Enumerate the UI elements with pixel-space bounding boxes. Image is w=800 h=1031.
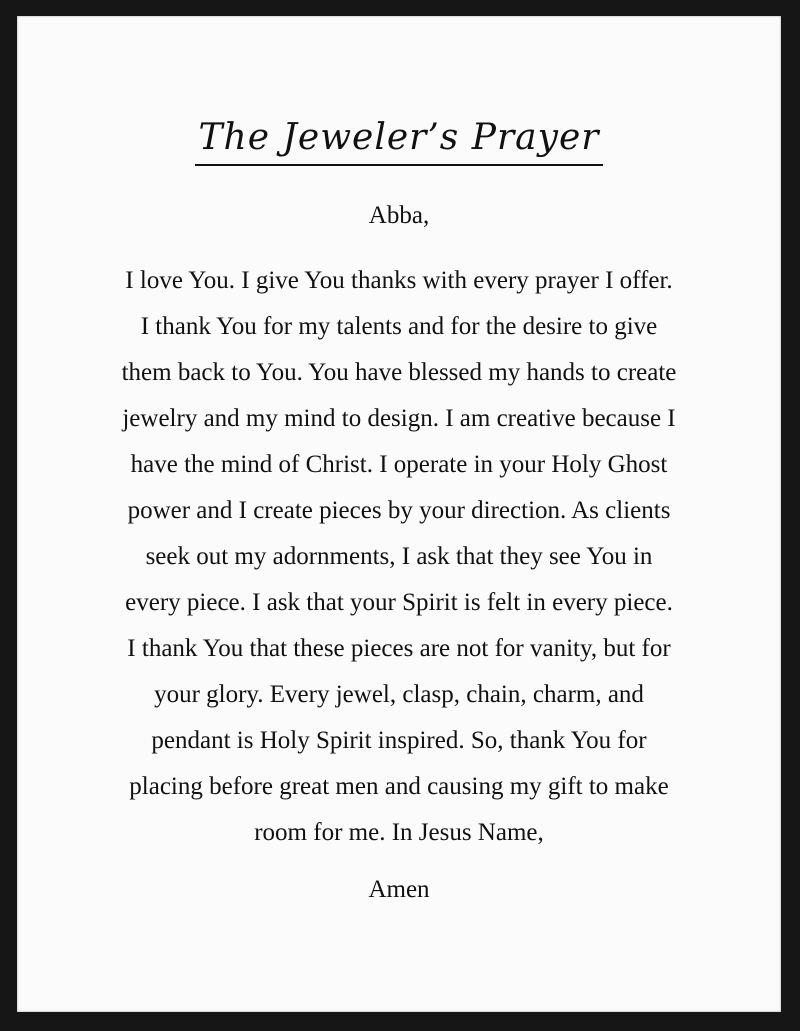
- body-line: placing before great men and causing my gift to make: [129, 773, 669, 800]
- prayer-body: [79, 258, 719, 856]
- prayer-title: The Jeweler’s Prayer: [195, 116, 604, 166]
- body-line: have the mind of Christ. I operate in your Holy Ghost: [130, 451, 668, 478]
- body-line: I thank You that these pieces are not for vanity, but for: [127, 635, 671, 662]
- body-line: room for me. In Jesus Name,: [254, 819, 544, 846]
- body-line: pendant is Holy Spirit inspired. So, thank You for: [151, 727, 647, 754]
- body-line: every piece. I ask that your Spirit is felt in every piece.: [125, 589, 673, 616]
- body-line: them back to You. You have blessed my hands to create: [121, 359, 677, 386]
- salutation: Abba,: [368, 202, 430, 229]
- body-line: jewelry and my mind to design. I am creative because I: [122, 405, 676, 432]
- body-line: seek out my adornments, I ask that they see You in: [145, 543, 653, 570]
- body-line: I thank You for my talents and for the desire to give: [140, 313, 658, 340]
- closing: Amen: [368, 876, 430, 903]
- body-line: your glory. Every jewel, clasp, chain, charm, and: [154, 681, 644, 708]
- body-line: power and I create pieces by your direction. As clients: [127, 497, 671, 524]
- paper-sheet: [17, 16, 781, 1012]
- title-block: [17, 116, 781, 166]
- body-line: I love You. I give You thanks with every prayer I offer.: [125, 267, 673, 294]
